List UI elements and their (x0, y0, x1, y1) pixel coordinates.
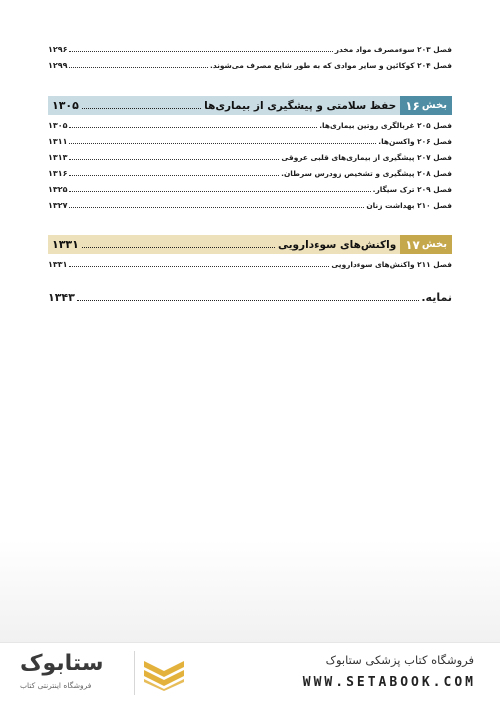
part-badge (400, 235, 452, 254)
dot-leader (69, 127, 318, 128)
toc-index (48, 288, 452, 306)
toc-entry[interactable] (48, 165, 452, 181)
entry-title: فصل ۲۰۹ ترک سیگار. (372, 184, 452, 194)
toc-entry[interactable] (48, 181, 452, 197)
store-footer (0, 642, 500, 701)
entry-page: ۱۲۹۶ (48, 44, 68, 54)
entry-page: ۱۳۲۵ (48, 184, 68, 194)
toc-entry[interactable] (48, 117, 452, 133)
dot-leader (69, 51, 333, 52)
index-page: ۱۳۴۳ (48, 290, 75, 304)
entry-title: فصل ۲۱۰ بهداشت زنان (366, 200, 452, 210)
part-badge-number: ۱۷ (405, 237, 420, 252)
dot-leader (69, 175, 280, 176)
entry-title: فصل ۲۰۴ کوکائین و سایر موادی که به طور شایع مصرف می‌شوند. (210, 60, 452, 70)
dot-leader (69, 159, 280, 160)
logo-tagline: فروشگاه اینترنتی کتاب (20, 681, 92, 690)
dot-leader (69, 207, 365, 208)
entry-page: ۱۳۲۷ (48, 200, 68, 210)
dot-leader (69, 67, 209, 68)
entry-page: ۱۳۳۱ (48, 259, 68, 269)
part-page: ۱۳۰۵ (52, 99, 79, 112)
entry-title: فصل ۲۱۱ واکنش‌های سوءدارویی (331, 259, 452, 269)
dot-leader (77, 300, 420, 301)
index-title: نمایه. (421, 290, 452, 304)
part-title: واکنش‌های سوءدارویی (277, 238, 397, 251)
dot-leader (69, 191, 371, 192)
book-stack-logo-icon (142, 655, 186, 691)
dot-leader (69, 266, 330, 267)
part-badge-word: بخش (421, 239, 447, 250)
part-badge (400, 96, 452, 115)
part-badge-number: ۱۶ (405, 98, 420, 113)
store-name: فروشگاه کتاب پزشکی ستابوک (325, 653, 474, 667)
logo-divider (134, 651, 135, 695)
logo-wordmark: ستابوک (20, 651, 104, 676)
index-entry[interactable] (48, 288, 452, 306)
entry-page: ۱۳۰۵ (48, 120, 68, 130)
part-band (48, 235, 400, 254)
entry-page: ۱۳۱۳ (48, 152, 68, 162)
toc-part-16 (48, 90, 452, 213)
toc-part-17 (48, 229, 452, 272)
entry-page: ۱۳۱۱ (48, 136, 68, 146)
toc-entry[interactable] (48, 256, 452, 272)
dot-leader (82, 108, 201, 109)
toc-entry[interactable] (48, 41, 452, 57)
entry-page: ۱۳۱۶ (48, 168, 68, 178)
store-url[interactable]: WWW.SETABOOK.COM (302, 675, 476, 690)
part-band (48, 96, 400, 115)
toc-entry[interactable] (48, 149, 452, 165)
entry-title: فصل ۲۰۶ واکسن‌ها. (378, 136, 452, 146)
part-heading[interactable] (48, 96, 452, 115)
toc-entry[interactable] (48, 197, 452, 213)
part-badge-word: بخش (421, 100, 447, 111)
toc-entry[interactable] (48, 57, 452, 73)
dot-leader (69, 143, 377, 144)
toc-top-section (48, 41, 452, 73)
part-heading[interactable] (48, 235, 452, 254)
part-title: حفظ سلامتی و پیشگیری از بیماری‌ها (204, 99, 397, 112)
entry-title: فصل ۲۰۸ پیشگیری و تشخیص زودرس سرطان. (281, 168, 452, 178)
part-page: ۱۳۳۱ (52, 238, 79, 251)
entry-title: فصل ۲۰۷ پیشگیری از بیماری‌های قلبی عروقی (281, 152, 452, 162)
toc-entry[interactable] (48, 133, 452, 149)
dot-leader (82, 247, 275, 248)
entry-page: ۱۲۹۹ (48, 60, 68, 70)
entry-title: فصل ۲۰۵ غربالگری روتین بیماری‌ها. (319, 120, 452, 130)
entry-title: فصل ۲۰۳ سوءمصرف مواد مخدر (334, 44, 452, 54)
